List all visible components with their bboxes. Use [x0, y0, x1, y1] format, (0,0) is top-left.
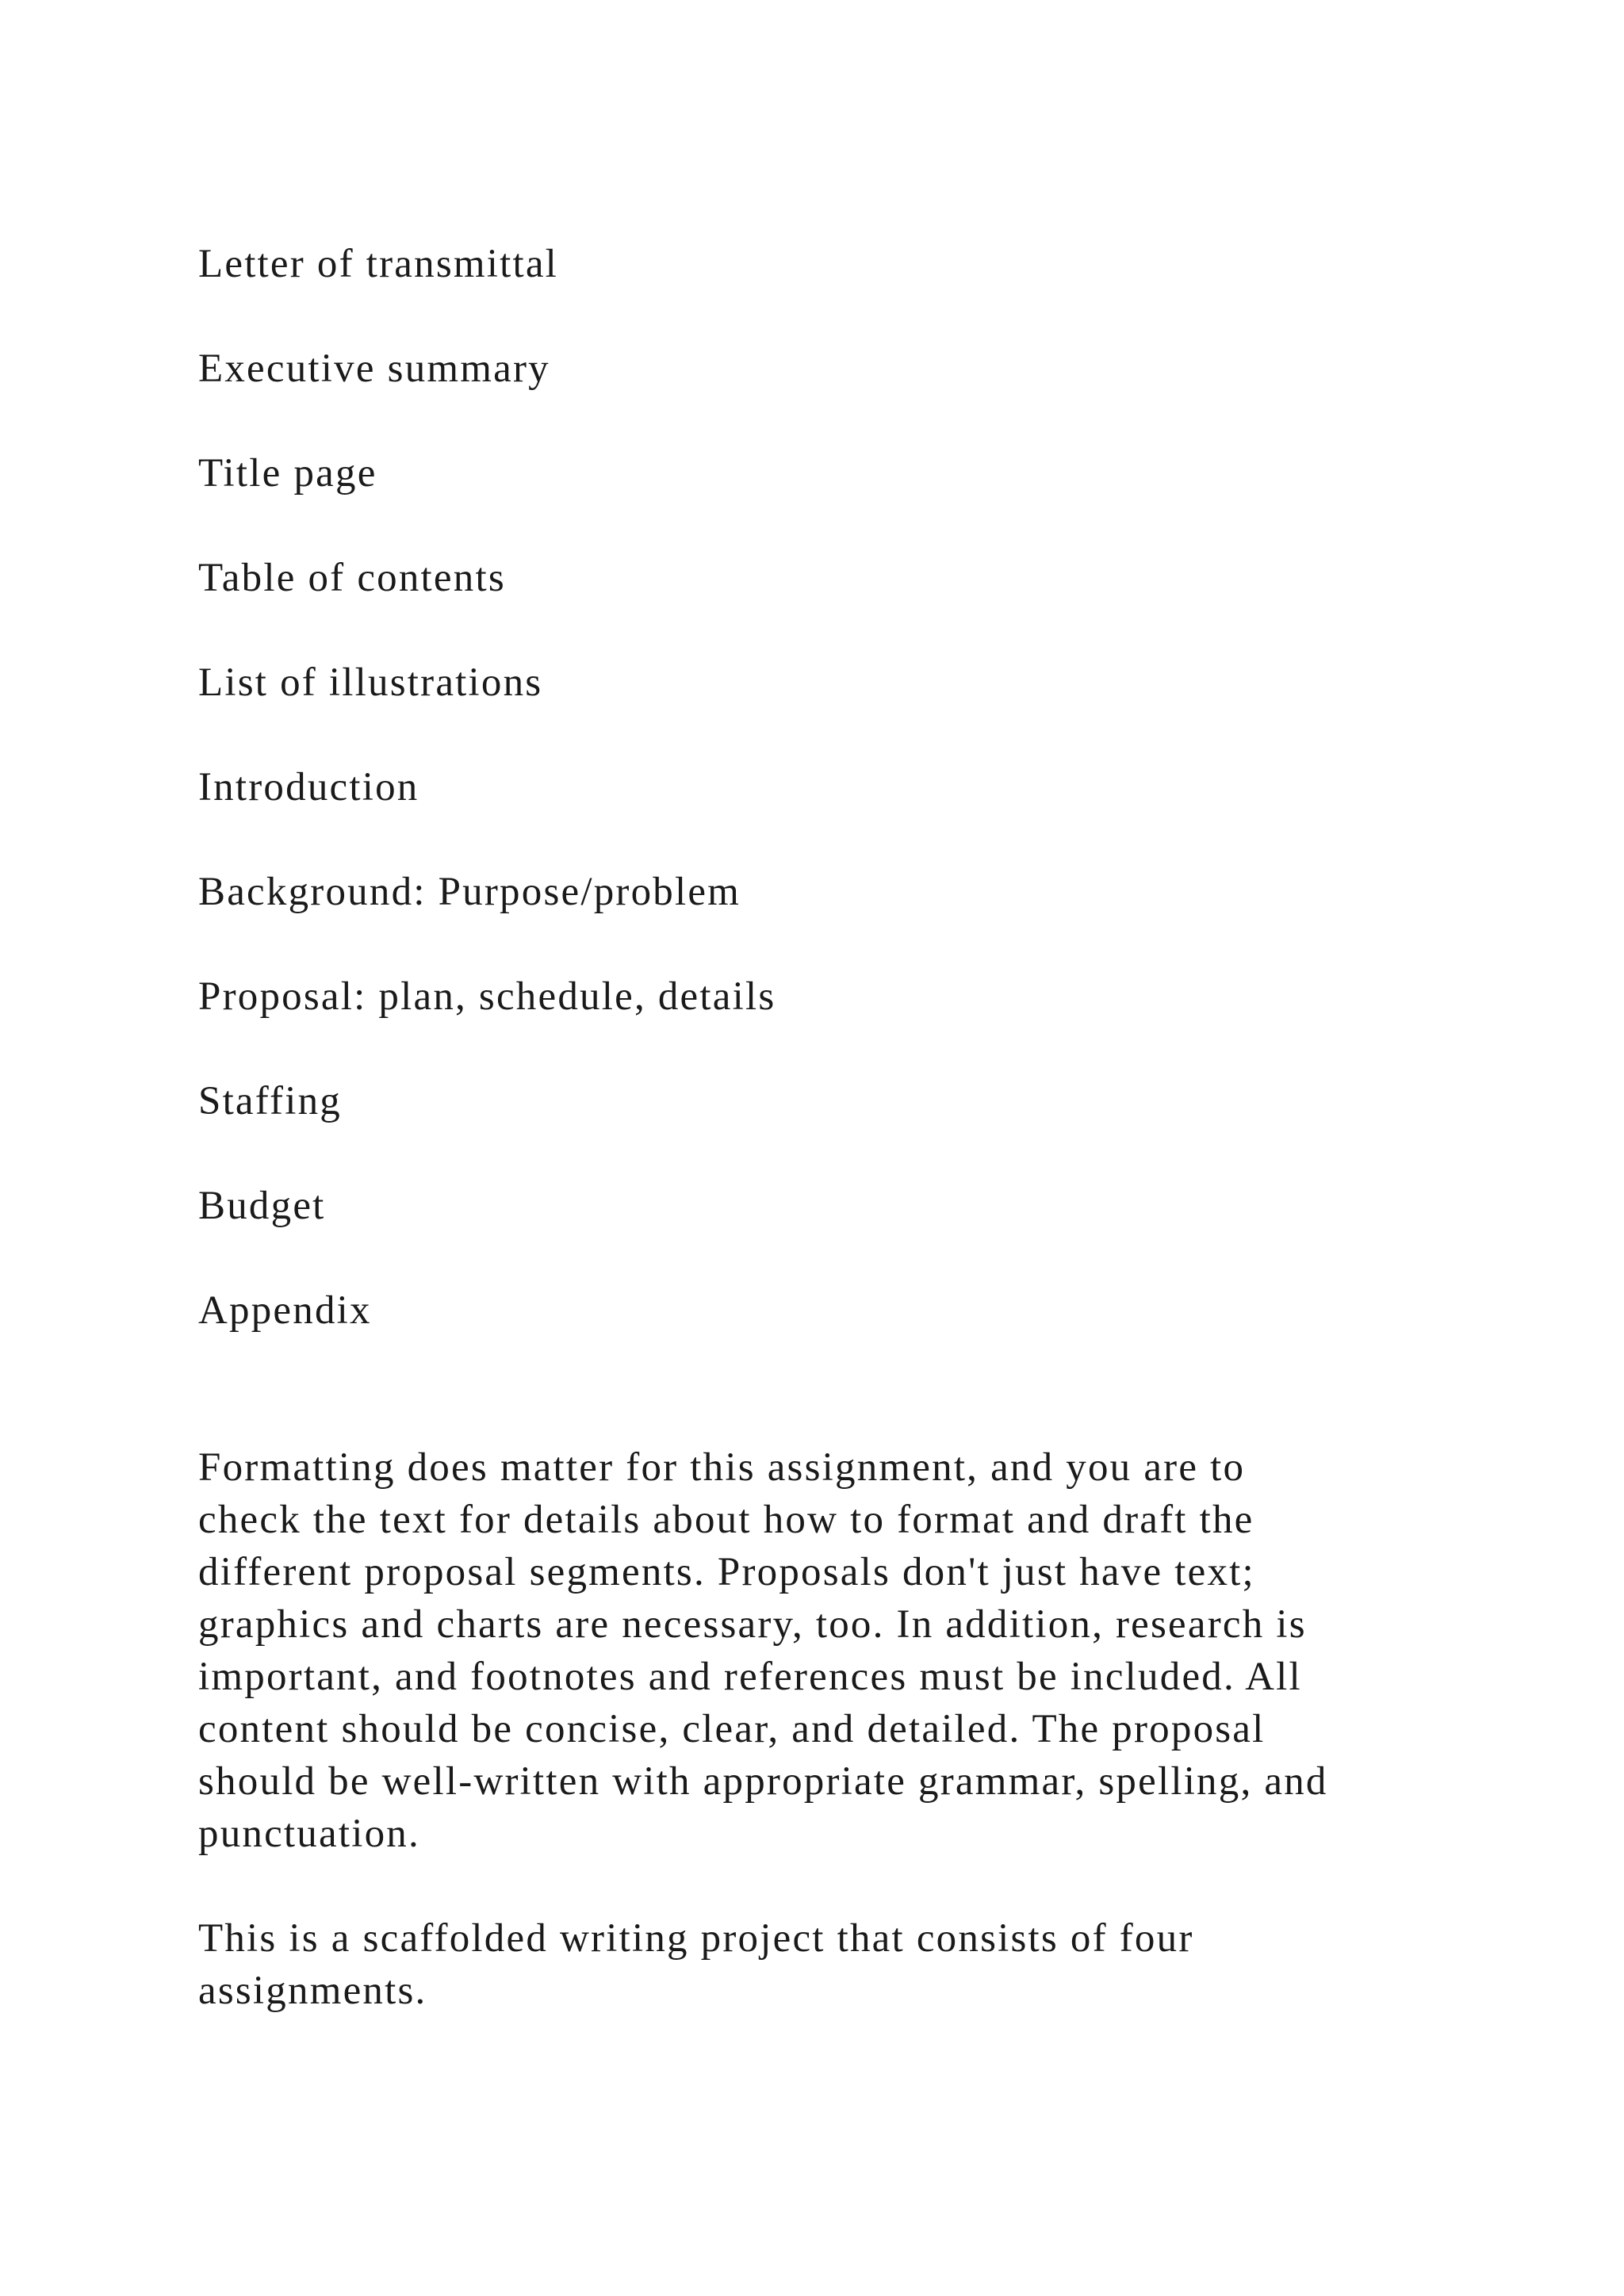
list-item-budget: Budget	[198, 1184, 326, 1228]
document-body	[198, 238, 1435, 2017]
list-item-letter-of-transmittal: Letter of transmittal	[198, 242, 559, 286]
list-item-staffing: Staffing	[198, 1079, 342, 1123]
list-item-list-of-illustrations: List of illustrations	[198, 660, 543, 705]
list-item-table-of-contents: Table of contents	[198, 556, 506, 600]
list-item-executive-summary: Executive summary	[198, 346, 550, 391]
list-item-title-page: Title page	[198, 451, 377, 496]
list-item-proposal: Proposal: plan, schedule, details	[198, 974, 776, 1019]
scaffold-paragraph: This is a scaffolded writing project that consists of four assignments.	[198, 1916, 1194, 2013]
list-item-background: Background: Purpose/problem	[198, 870, 741, 914]
list-item-introduction: Introduction	[198, 765, 419, 809]
list-item-appendix: Appendix	[198, 1288, 372, 1333]
formatting-paragraph: Formatting does matter for this assignment, and you are to check the text for details about how to format and draft the different proposal segments. Proposals don't just have text; graphics and charts are necessary, too. In addition, research is important, and footnotes and references must be included. All content should be concise, clear, and detailed. The proposal should be well-written with appropriate grammar, spelling, and punctuation.	[198, 1445, 1328, 1856]
proposal-sections-list	[198, 238, 1435, 1389]
